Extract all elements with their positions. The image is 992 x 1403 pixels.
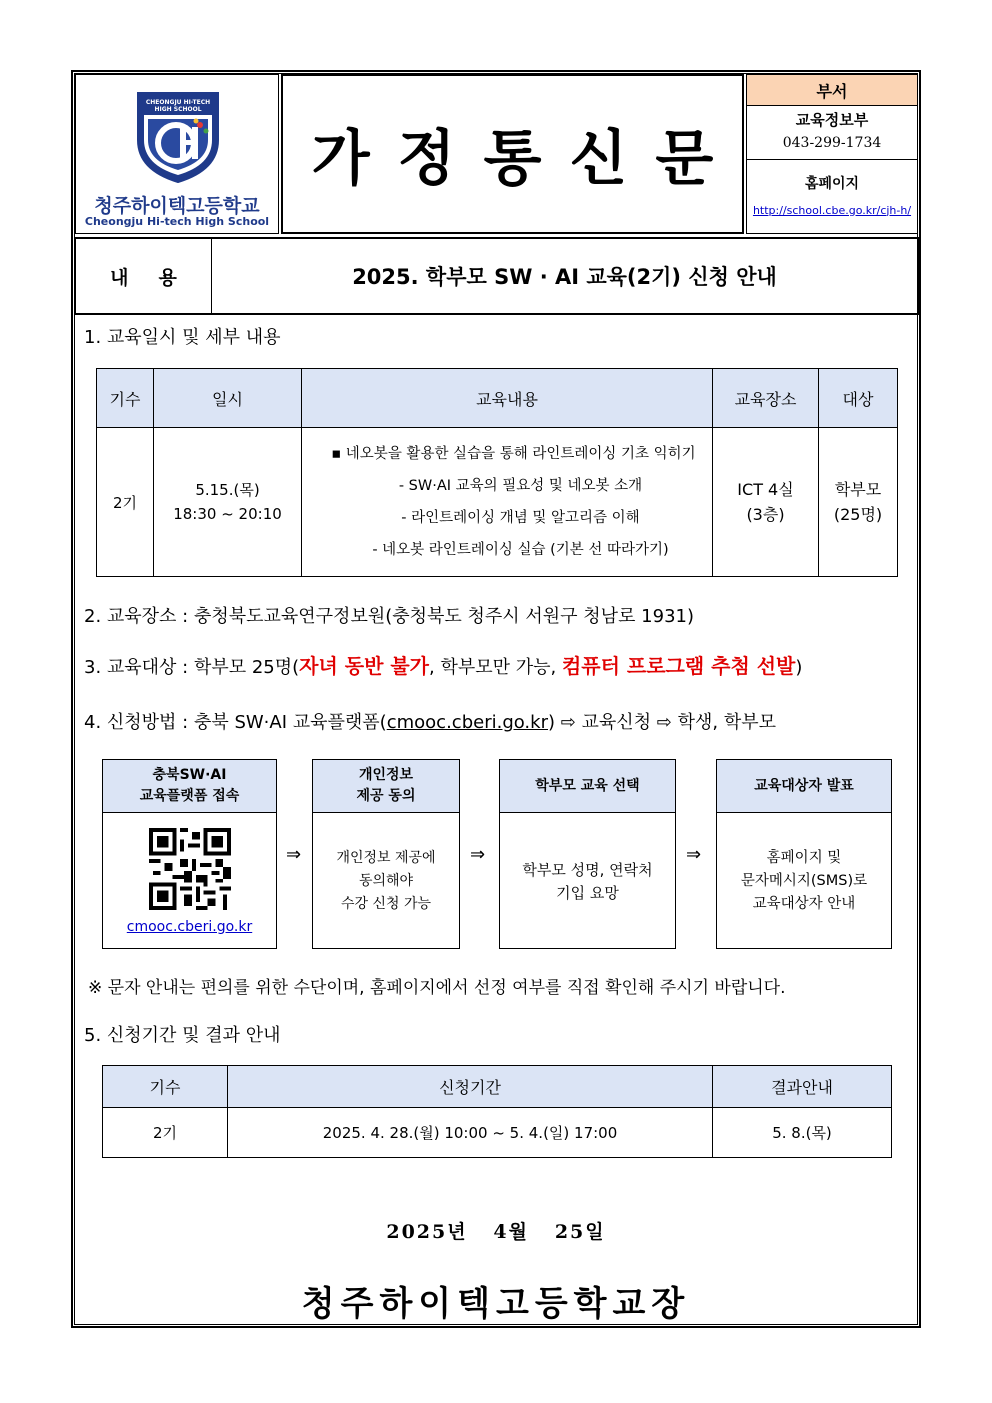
notice-text: ※ 문자 안내는 편의를 위한 수단이며, 홈페이지에서 선정 여부를 직접 확인해 주시기 바랍니다. — [88, 978, 786, 998]
step-select-body-l1: 학부모 성명, 연락처 — [522, 860, 653, 879]
col-cohort: 기수 — [97, 369, 154, 428]
step-consent-body-l2: 동의해야 — [358, 873, 414, 889]
cell-cohort: 2기 — [103, 1108, 228, 1158]
step-select-head: 학부모 교육 선택 — [500, 760, 675, 813]
step-platform — [102, 759, 277, 949]
place-line1: ICT 4실 — [737, 480, 794, 499]
cell-period: 2025. 4. 28.(월) 10:00 ~ 5. 4.(일) 17:00 — [228, 1108, 713, 1158]
section3-middle: , 학부모만 가능, — [429, 657, 562, 678]
page-title: 가정통신문 — [311, 124, 742, 194]
col-date: 일시 — [154, 369, 302, 428]
department-table — [746, 74, 918, 234]
step-consent-head-l1: 개인정보 — [358, 767, 414, 783]
section3-suffix: ) — [795, 657, 803, 678]
platform-link[interactable]: cmooc.cberi.go.kr — [386, 712, 548, 733]
section5-heading: 5. 신청기간 및 결과 안내 — [84, 1025, 281, 1046]
cell-result: 5. 8.(목) — [713, 1108, 892, 1158]
target-line2: (25명) — [833, 505, 883, 524]
homepage-label: 홈페이지 — [804, 176, 860, 192]
section4-prefix: 4. 신청방법 : 충북 SW·AI 교육플랫폼( — [84, 712, 387, 733]
step-consent-head-l2: 제공 동의 — [356, 788, 416, 804]
title-box — [281, 74, 744, 234]
step-consent-head — [313, 760, 459, 813]
dept-label: 부서 — [747, 75, 917, 106]
col-result: 결과안내 — [713, 1066, 892, 1108]
target-line1: 학부모 — [834, 480, 882, 499]
table-row — [97, 428, 898, 577]
content-label: 내용 — [76, 239, 212, 313]
cell-target — [819, 428, 898, 577]
col-target: 대상 — [819, 369, 898, 428]
step-consent-body-l1: 개인정보 제공에 — [336, 850, 436, 866]
homepage-link[interactable]: http://school.cbe.go.kr/cjh-h/ — [752, 203, 912, 217]
logo-school-en-bottom: HIGH SCHOOL — [154, 106, 202, 113]
col-period: 신청기간 — [228, 1066, 713, 1108]
qr-url[interactable]: cmooc.cberi.go.kr — [126, 918, 253, 935]
dept-phone: 043-299-1734 — [782, 135, 882, 151]
section3-emphasis-1: 자녀 동반 불가 — [299, 654, 430, 678]
step-select — [499, 759, 676, 949]
content-item: - 네오봇 라인트레이싱 실습 (기본 선 따라가기) — [372, 542, 669, 558]
place-line2: (3층) — [746, 505, 785, 524]
step-announce-body-l3: 교육대상자 안내 — [752, 896, 856, 912]
logo-name-ko: 청주하이텍고등학교 — [94, 195, 260, 217]
cell-time: 18:30 ~ 20:10 — [173, 505, 282, 523]
col-cohort: 기수 — [103, 1066, 228, 1108]
step-platform-head-l2: 교육플랫폼 접속 — [139, 788, 240, 804]
step-select-body-l2: 기입 요망 — [556, 883, 619, 902]
step-platform-head-l1: 충북SW·AI — [152, 767, 227, 783]
section3-prefix: 3. 교육대상 : 학부모 25명( — [84, 657, 300, 678]
section4-text — [84, 708, 776, 734]
logo-school-en-top: CHEONGJU HI-TECH — [145, 99, 211, 106]
arrow-icon: ⇒ — [470, 844, 486, 865]
section3-emphasis-2: 컴퓨터 프로그램 추첨 선발 — [561, 654, 796, 678]
step-announce-head: 교육대상자 발표 — [717, 760, 891, 813]
step-announce — [716, 759, 892, 949]
section1-heading: 1. 교육일시 및 세부 내용 — [84, 327, 281, 348]
step-platform-head — [103, 760, 276, 813]
step-announce-body-l2: 문자메시지(SMS)로 — [740, 873, 868, 889]
col-content: 교육내용 — [302, 369, 713, 428]
school-logo-box — [75, 74, 279, 234]
logo-name-en: Cheongju Hi-tech High School — [84, 215, 270, 228]
dept-name: 교육정보부 — [795, 110, 869, 129]
cell-cohort: 2기 — [97, 428, 154, 577]
step-consent-body-l3: 수강 신청 가능 — [340, 896, 432, 912]
content-item: ▪ 네오봇을 활용한 실습을 통해 라인트레이싱 기초 익히기 — [331, 446, 696, 462]
step-consent — [312, 759, 460, 949]
step-select-body — [500, 813, 675, 950]
section3-text — [84, 650, 802, 679]
cell-datetime — [154, 428, 302, 577]
arrow-icon: ⇒ — [286, 844, 302, 865]
qr-code-icon[interactable] — [149, 828, 231, 910]
table-row — [103, 1108, 892, 1158]
step-announce-body — [717, 813, 891, 950]
section2-text: 2. 교육장소 : 충청북도교육연구정보원(충청북도 청주시 서원구 청남로 1931) — [84, 606, 695, 627]
period-table — [102, 1065, 892, 1158]
col-place: 교육장소 — [713, 369, 819, 428]
section4-suffix: ) ⇨ 교육신청 ⇨ 학생, 학부모 — [547, 712, 776, 733]
step-announce-body-l1: 홈페이지 및 — [766, 850, 842, 866]
content-item: - SW·AI 교육의 필요성 및 네오봇 소개 — [398, 478, 643, 494]
issue-date: 2025년 4월 25일 — [386, 1221, 606, 1243]
content-row — [74, 237, 919, 315]
schedule-table — [96, 368, 898, 577]
step-consent-body — [313, 813, 459, 950]
content-title: 2025. 학부모 SW · AI 교육(2기) 신청 안내 — [352, 265, 777, 289]
principal-signature: 청주하이텍고등학교장 — [301, 1284, 691, 1324]
content-item: - 라인트레이싱 개념 및 알고리즘 이해 — [401, 510, 640, 526]
cell-content — [302, 428, 713, 577]
arrow-icon: ⇒ — [686, 844, 702, 865]
cell-date: 5.15.(목) — [195, 481, 260, 499]
cell-place — [713, 428, 819, 577]
